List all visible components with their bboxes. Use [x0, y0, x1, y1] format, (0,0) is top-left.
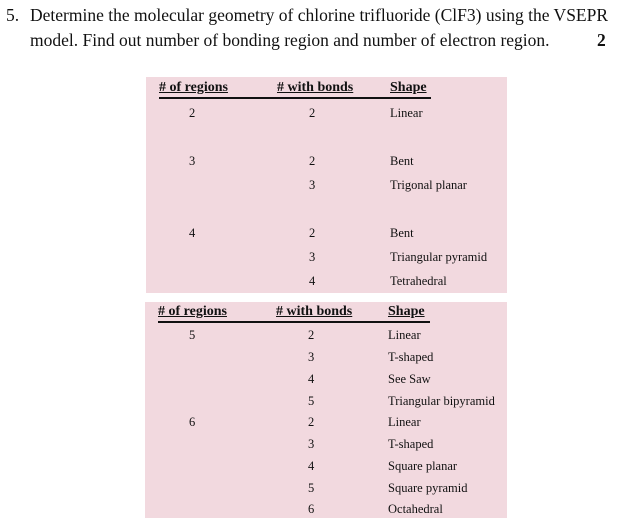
question — [6, 3, 626, 53]
cell-shape: Tetrahedral — [390, 274, 447, 288]
question-text-line-1: Determine the molecular geometry of chlorine trifluoride (ClF3) using the VSEPR — [30, 5, 609, 25]
cell-bonds: 3 — [309, 250, 316, 264]
cell-regions: 5 — [189, 328, 196, 342]
header-regions: # of regions — [158, 304, 227, 319]
cell-regions: 4 — [189, 226, 196, 240]
cell-shape: Bent — [390, 154, 414, 168]
cell-shape: Linear — [390, 106, 423, 120]
question-marks: 2 — [597, 30, 606, 50]
cell-shape: Bent — [390, 226, 414, 240]
question-line-2 — [6, 28, 626, 53]
vsepr-table-1 — [146, 77, 507, 293]
cell-shape: Triangular bipyramid — [388, 394, 495, 408]
cell-shape: T-shaped — [388, 437, 434, 451]
cell-bonds: 2 — [309, 226, 316, 240]
header-underline — [159, 97, 431, 99]
cell-bonds: 6 — [308, 502, 315, 516]
cell-shape: Triangular pyramid — [390, 250, 488, 264]
cell-bonds: 2 — [309, 154, 316, 168]
cell-shape: Octahedral — [388, 502, 443, 516]
cell-shape: Linear — [388, 415, 421, 429]
cell-regions: 6 — [189, 415, 196, 429]
cell-bonds: 3 — [308, 437, 315, 451]
cell-bonds: 3 — [308, 350, 315, 364]
cell-regions: 2 — [189, 106, 196, 120]
cell-bonds: 4 — [309, 274, 316, 288]
header-shape: Shape — [390, 80, 427, 95]
cell-shape: Square pyramid — [388, 481, 468, 495]
cell-shape: Linear — [388, 328, 421, 342]
cell-bonds: 5 — [308, 394, 315, 408]
cell-bonds: 5 — [308, 481, 315, 495]
cell-bonds: 4 — [308, 459, 315, 473]
cell-shape: T-shaped — [388, 350, 434, 364]
cell-shape: Square planar — [388, 459, 458, 473]
cell-bonds: 2 — [309, 106, 316, 120]
cell-bonds: 2 — [308, 328, 315, 342]
cell-bonds: 4 — [308, 372, 315, 386]
question-number: 5. — [6, 5, 20, 25]
cell-bonds: 3 — [309, 178, 316, 192]
header-underline — [158, 321, 430, 323]
cell-shape: Trigonal planar — [390, 178, 467, 192]
vsepr-table-2 — [145, 302, 507, 518]
question-text-line-2: model. Find out number of bonding region and number of electron region. — [30, 30, 550, 50]
header-regions: # of regions — [159, 80, 228, 95]
cell-regions: 3 — [189, 154, 196, 168]
header-bonds: # with bonds — [276, 304, 353, 319]
header-bonds: # with bonds — [277, 80, 354, 95]
question-line-1 — [6, 3, 626, 28]
cell-bonds: 2 — [308, 415, 315, 429]
cell-shape: See Saw — [388, 372, 431, 386]
header-shape: Shape — [388, 304, 425, 319]
